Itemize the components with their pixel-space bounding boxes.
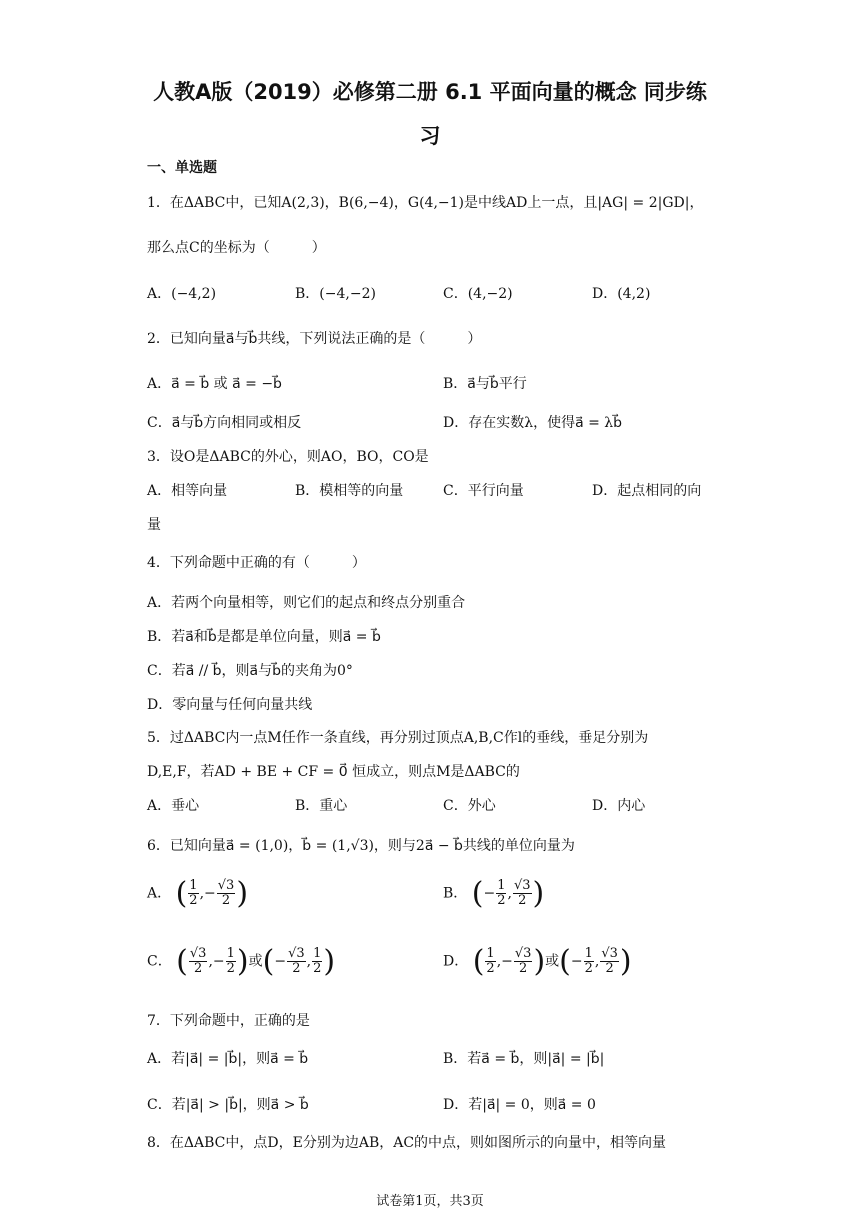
q7-option-d: D．若|a⃗| = 0，则a⃗ = 0	[443, 1097, 596, 1113]
q3-stem: 3．设O是ΔABC的外心，则AO，BO，CO是	[147, 449, 429, 465]
q2-option-b: B．a⃗与b⃗平行	[443, 376, 527, 392]
q1-option-b: B．(−4,−2)	[295, 286, 376, 302]
section-heading: 一、单选题	[147, 160, 217, 176]
q6-option-c: C． ( $\frac{√3}{2}$ ,− $\frac{1}{2}$ )或(− $\frac{√3}{2}$ , $\frac{1}{2}$ )	[147, 944, 336, 979]
q1-stem-cont: 那么点C的坐标为（ ）	[147, 240, 326, 256]
q5-option-a: A．垂心	[147, 798, 200, 814]
q5-stem-cont: D,E,F，若AD + BE + CF = 0⃗ 恒成立，则点M是ΔABC的	[147, 764, 520, 780]
q5-option-c: C．外心	[443, 798, 496, 814]
q2-option-d: D．存在实数λ，使得a⃗ = λb⃗	[443, 415, 623, 431]
q5-option-d: D．内心	[592, 798, 646, 814]
q4-option-c: C．若a⃗ // b⃗，则a⃗与b⃗的夹角为0°	[147, 663, 353, 679]
q3-option-b: B．模相等的向量	[295, 483, 404, 499]
q4-option-b: B．若a⃗和b⃗是都是单位向量，则a⃗ = b⃗	[147, 629, 381, 645]
page-footer: 试卷第1页，共3页	[376, 1194, 484, 1209]
q6-option-a: A． ( $\frac{1}{2}$ ,− $\frac{√3}{2}$ )	[147, 876, 249, 911]
q3-option-d: D．起点相同的向	[592, 483, 702, 499]
q1-option-c: C．(4,−2)	[443, 286, 513, 302]
q4-option-a: A．若两个向量相等，则它们的起点和终点分别重合	[147, 595, 466, 611]
q6-option-d-label: D．	[443, 953, 469, 970]
q6-stem: 6．已知向量a⃗ = (1,0)，b⃗ = (1,√3)，则与2a⃗ − b⃗共线的单位向量为	[147, 838, 575, 854]
q6-option-d: D． ( $\frac{1}{2}$ ,− $\frac{√3}{2}$ )或(− $\frac{1}{2}$ , $\frac{√3}{2}$ )	[443, 944, 632, 979]
q7-stem: 7．下列命题中，正确的是	[147, 1013, 310, 1029]
q5-option-b: B．重心	[295, 798, 348, 814]
page-title: 人教A版（2019）必修第二册 6.1 平面向量的概念 同步练	[153, 80, 707, 104]
q2-stem: 2．已知向量a⃗与b⃗共线，下列说法正确的是（ ）	[147, 331, 482, 347]
q6-option-b-label: B．	[443, 885, 468, 902]
q1-stem: 1．在ΔABC中，已知A(2,3)，B(6,−4)，G(4,−1)是中线AD上一点，且|AG| = 2|GD|，	[147, 195, 704, 211]
q3-option-a: A．相等向量	[147, 483, 228, 499]
q8-stem: 8．在ΔABC中，点D，E分别为边AB，AC的中点，则如图所示的向量中，相等向量	[147, 1135, 667, 1151]
page-title-cont: 习	[419, 124, 441, 148]
q2-option-c: C．a⃗与b⃗方向相同或相反	[147, 415, 302, 431]
q3-option-c: C．平行向量	[443, 483, 524, 499]
q1-option-a: A．(−4,2)	[147, 286, 217, 302]
q7-option-b: B．若a⃗ = b⃗，则|a⃗| = |b⃗|	[443, 1051, 605, 1067]
q3-option-d-cont: 量	[147, 517, 161, 533]
q7-option-c: C．若|a⃗| > |b⃗|，则a⃗ > b⃗	[147, 1097, 309, 1113]
q5-stem: 5．过ΔABC内一点M任作一条直线，再分别过顶点A,B,C作l的垂线，垂足分别为	[147, 730, 649, 746]
q6-option-b: B． (− $\frac{1}{2}$ , $\frac{√3}{2}$ )	[443, 876, 545, 911]
q6-option-a-label: A．	[147, 885, 172, 902]
q2-option-a: A．a⃗ = b⃗ 或 a⃗ = −b⃗	[147, 376, 282, 392]
q7-option-a: A．若|a⃗| = |b⃗|，则a⃗ = b⃗	[147, 1051, 309, 1067]
q4-stem: 4．下列命题中正确的有（ ）	[147, 555, 366, 571]
q1-option-d: D．(4,2)	[592, 286, 651, 302]
q4-option-d: D．零向量与任何向量共线	[147, 697, 313, 713]
q6-option-c-label: C．	[147, 953, 172, 970]
